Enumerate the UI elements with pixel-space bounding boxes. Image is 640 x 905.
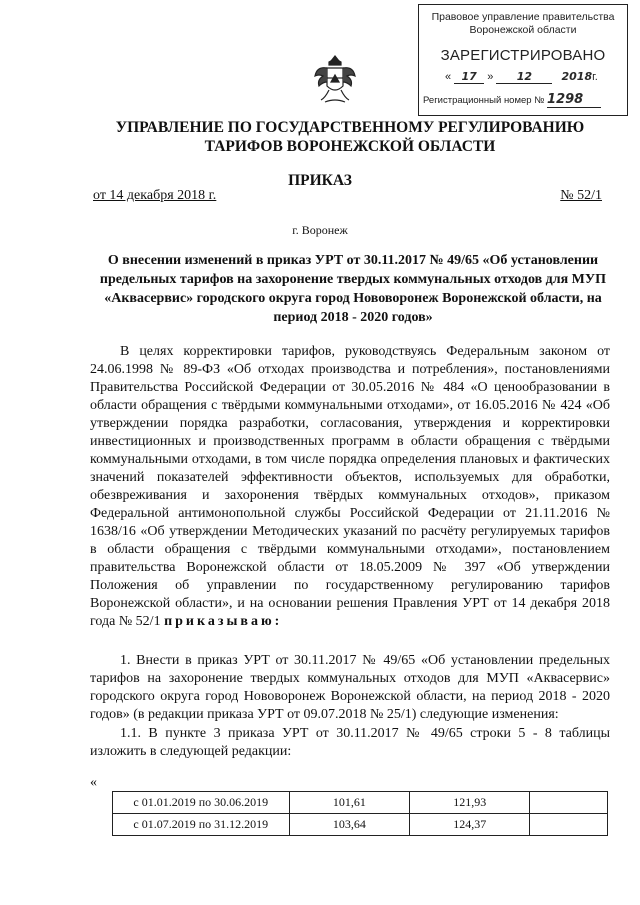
order-title: О внесении изменений в приказ УРТ от 30.11.2017 № 49/65 «Об установлении предельных тарифов на захоронение твердых коммунальных отходов для МУП «Аквасервис» городского округа город Нововоронеж Воронежской области, на период 2018 - 2020 годов» <box>99 253 607 325</box>
stamp-date-suffix: г. <box>592 71 598 83</box>
preamble-block <box>90 343 610 631</box>
opening-quote: « <box>90 775 97 790</box>
period-cell: с 01.07.2019 по 31.12.2019 <box>113 814 290 836</box>
stamp-org: Правовое управление правительства Воронежской области <box>431 11 615 36</box>
value-cell: 121,93 <box>410 792 530 814</box>
item-1-block <box>90 652 610 761</box>
order-number: № 52/1 <box>560 188 602 203</box>
value-cell: 101,61 <box>289 792 409 814</box>
doc-type: ПРИКАЗ <box>288 172 352 189</box>
order-date: от 14 декабря 2018 г. <box>93 188 217 203</box>
stamp-date-day: 17 <box>454 70 484 84</box>
stamp-reg-label: Регистрационный номер № <box>423 95 545 106</box>
value-cell: 103,64 <box>289 814 409 836</box>
item-1-1: 1.1. В пункте 3 приказа УРТ от 30.11.2017 № 49/65 строки 5 - 8 таблицы изложить в следующей редакции: <box>90 726 610 759</box>
table-row <box>113 814 608 836</box>
stamp-date-open: « <box>445 71 452 83</box>
stamp-reg-number: 1298 <box>547 92 601 108</box>
stamp-date <box>445 70 627 84</box>
coat-of-arms-icon <box>311 52 359 106</box>
empty-cell <box>530 792 608 814</box>
registration-stamp <box>418 4 628 116</box>
agency-name <box>90 118 610 156</box>
stamp-reg-number-row <box>423 92 627 108</box>
table-row <box>113 792 608 814</box>
stamp-date-month: 12 <box>496 70 552 84</box>
tariff-table <box>112 791 608 836</box>
agency-line-2: ТАРИФОВ ВОРОНЕЖСКОЙ ОБЛАСТИ <box>204 138 496 155</box>
item-1: 1. Внести в приказ УРТ от 30.11.2017 № 49/65 «Об установлении предельных тарифов на захоронение твердых коммунальных отходов для МУП «Аквасервис» городского округа город Нововоронеж Воронежской области, на период 2018 - 2020 годов» (в редакции приказа УРТ от 09.07.2018 № 25/1) следующие изменения: <box>90 653 610 722</box>
preamble <box>90 343 610 631</box>
stamp-registered: ЗАРЕГИСТРИРОВАНО <box>440 47 606 64</box>
agency-line-1: УПРАВЛЕНИЕ ПО ГОСУДАРСТВЕННОМУ РЕГУЛИРОВАНИЮ <box>115 119 585 136</box>
value-cell: 124,37 <box>410 814 530 836</box>
period-cell: с 01.01.2019 по 30.06.2019 <box>113 792 290 814</box>
city: г. Воронеж <box>292 223 348 237</box>
empty-cell <box>530 814 608 836</box>
preamble-text: В целях корректировки тарифов, руководствуясь Федеральным законом от 24.06.1998 № 89-ФЗ «Об отходах производства и потребления», постановлениями Правительства Российской Федерации от 30.05.2016 № 484 «О ценообразовании в области обращения с твёрдыми коммунальными отходами», от 16.05.2016 № 424 «Об утверждении порядка разработки, согласования, утверждения и корректировки инвестиционных и производственных программ в области обращения с твёрдыми коммунальными отходами, в том числе порядка определения плановых и фактических значений показателей эффективности объектов, используемых для обработки, обезвреживания и захоронения твёрдых коммунальных отходов», приказом Федеральной антимонопольной службы Российской Федерации от 21.11.2016 № 1638/16 «Об утверждении Методических указаний по расчёту регулируемых тарифов в области обращения с твёрдыми коммунальными отходами», постановлением правительства Воронежской области от 18.05.2009 № 397 «Об утверждении Положения об управлении по государственному регулированию тарифов Воронежской области», и на основании решения Правления УРТ от 14 декабря 2018 года № 52/1 <box>90 344 610 629</box>
stamp-date-year: 2018 <box>561 70 593 83</box>
decree-word: приказываю: <box>164 614 283 629</box>
stamp-date-sep: » <box>487 71 494 83</box>
